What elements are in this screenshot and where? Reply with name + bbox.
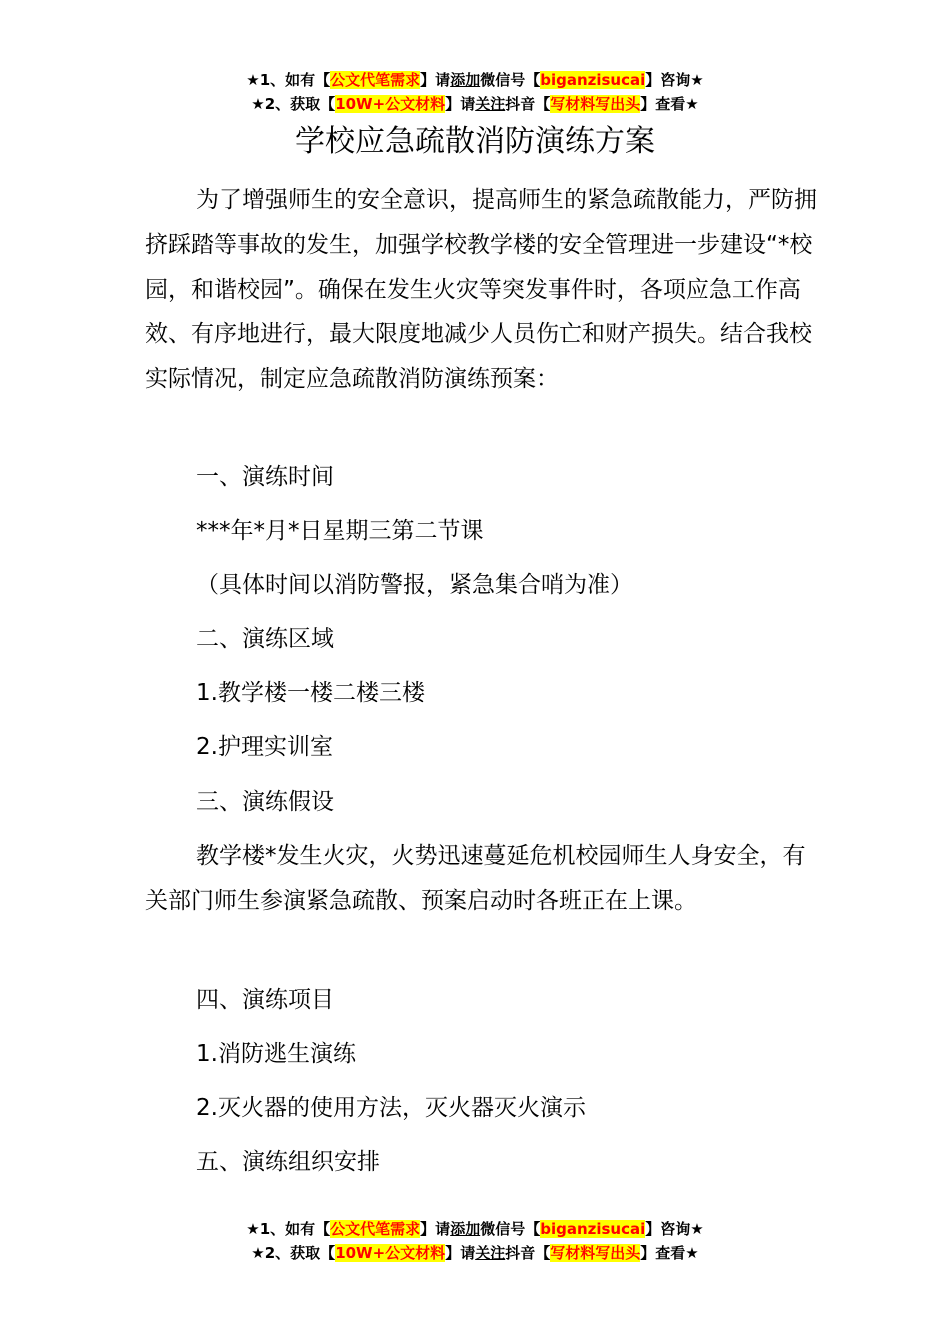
banner-text: 】咨询★ bbox=[645, 71, 704, 89]
banner-highlight: 公文代笔需求 bbox=[330, 1220, 421, 1238]
banner-highlight: 写材料写出头 bbox=[550, 95, 641, 113]
banner-text: 】请 bbox=[445, 95, 476, 113]
banner-text: 微信号【 bbox=[480, 1220, 541, 1238]
banner-text: ★2、获取【 bbox=[251, 1244, 336, 1262]
section-line: （具体时间以消防警报，紧急集合哨为准） bbox=[196, 572, 633, 598]
intro-paragraph: 为了增强师生的安全意识，提高师生的紧急疏散能力，严防拥挤踩踏等事故的发生，加强学校教学楼的安全管理进一步建设“*校园，和谐校园”。确保在发生火灾等突发事件时，各项应急工作高效、有序地进行，最大限度地减少人员伤亡和财产损失。结合我校实际情况，制定应急疏散消防演练预案： bbox=[145, 187, 817, 393]
banner-line-2 bbox=[0, 92, 950, 116]
banner-text: 】请 bbox=[445, 1244, 476, 1262]
document-title: 学校应急疏散消防演练方案 bbox=[295, 124, 655, 159]
banner-text: 】查看★ bbox=[640, 1244, 699, 1262]
banner-text: 】查看★ bbox=[640, 95, 699, 113]
section-paragraph: 教学楼*发生火灾，火势迅速蔓延危机校园师生人身安全，有关部门师生参演紧急疏散、预案启动时各班正在上课。 bbox=[145, 843, 806, 914]
banner-underlined-text: 关注 bbox=[475, 95, 506, 113]
banner-highlight: 公文代笔需求 bbox=[330, 71, 421, 89]
banner-highlight: biganzisucai bbox=[540, 71, 646, 89]
top-banner bbox=[0, 68, 950, 116]
banner-text: 】请 bbox=[420, 71, 451, 89]
section-heading: 一、演练时间 bbox=[196, 464, 334, 490]
section-heading: 五、演练组织安排 bbox=[196, 1149, 380, 1175]
banner-line-1 bbox=[0, 1217, 950, 1241]
section-line: 1.消防逃生演练 bbox=[196, 1041, 356, 1067]
banner-text: 】请 bbox=[420, 1220, 451, 1238]
section-line: ***年*月*日星期三第二节课 bbox=[196, 518, 484, 544]
section-heading: 四、演练项目 bbox=[196, 987, 334, 1013]
section-heading: 二、演练区域 bbox=[196, 626, 334, 652]
banner-text: ★2、获取【 bbox=[251, 95, 336, 113]
banner-line-2 bbox=[0, 1241, 950, 1265]
bottom-banner bbox=[0, 1217, 950, 1265]
banner-text: 抖音【 bbox=[505, 1244, 551, 1262]
banner-underlined-text: 关注 bbox=[475, 1244, 506, 1262]
section-line: 2.护理实训室 bbox=[196, 734, 333, 760]
banner-highlight: 10W+公文材料 bbox=[335, 1244, 446, 1262]
section-heading: 三、演练假设 bbox=[196, 789, 334, 815]
banner-highlight: 10W+公文材料 bbox=[335, 95, 446, 113]
banner-line-1 bbox=[0, 68, 950, 92]
banner-text: ★1、如有【 bbox=[246, 71, 331, 89]
banner-text: 】咨询★ bbox=[645, 1220, 704, 1238]
banner-highlight: 写材料写出头 bbox=[550, 1244, 641, 1262]
banner-underlined-text: 添加 bbox=[450, 1220, 481, 1238]
banner-text: 微信号【 bbox=[480, 71, 541, 89]
banner-text: 抖音【 bbox=[505, 95, 551, 113]
banner-highlight: biganzisucai bbox=[540, 1220, 646, 1238]
banner-underlined-text: 添加 bbox=[450, 71, 481, 89]
banner-text: ★1、如有【 bbox=[246, 1220, 331, 1238]
section-line: 1.教学楼一楼二楼三楼 bbox=[196, 680, 425, 706]
section-line: 2.灭火器的使用方法，灭火器灭火演示 bbox=[196, 1095, 586, 1121]
